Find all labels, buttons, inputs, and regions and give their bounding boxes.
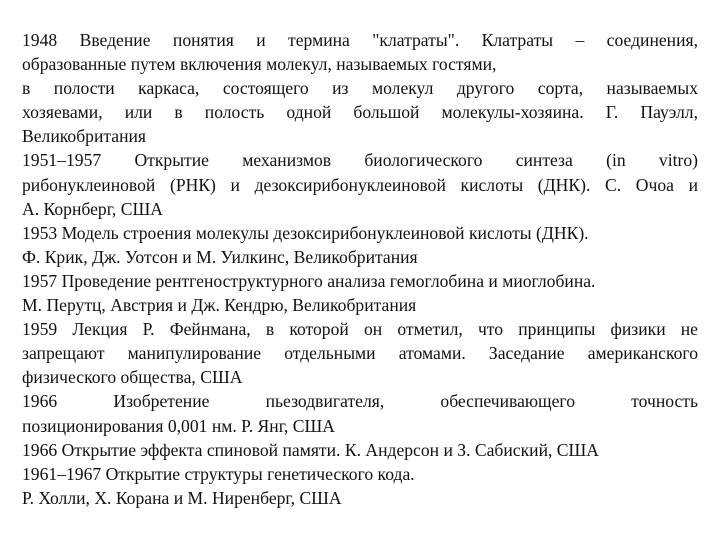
text-line-12: М. Перутц, Австрия и Дж. Кендрю, Великобритания <box>22 295 417 316</box>
text-line-9: 1953 Модель строения молекулы дезоксирибонуклеиновой кислоты (ДНК). <box>22 222 589 243</box>
document-text <box>22 28 698 510</box>
text-line-13: 1959 Лекция Р. Фейнмана, в которой он отметил, что принципы физики не <box>22 319 698 340</box>
text-line-20: Р. Холли, Х. Корана и М. Ниренберг, США <box>22 487 342 508</box>
text-line-11: 1957 Проведение рентгеноструктурного анализа гемоглобина и миоглобина. <box>22 270 596 291</box>
text-line-1: 1948 Введение понятия и термина "клатраты". Клатраты – соединения, <box>22 30 698 50</box>
text-line-14: запрещают манипулирование отдельными атомами. Заседание американского <box>22 343 698 364</box>
text-line-7: рибонуклеиновой (РНК) и дезоксирибонуклеиновой кислоты (ДНК). С. Очоа и <box>22 174 698 195</box>
text-line-19: 1961–1967 Открытие структуры генетического кода. <box>22 463 415 484</box>
text-line-6: 1951–1957 Открытие механизмов биологического синтеза (in vitro) <box>22 150 698 171</box>
text-line-4: хозяевами, или в полость одной большой молекулы-хозяина. Г. Пауэлл, <box>22 102 698 123</box>
text-line-3: в полости каркаса, состоящего из молекул другого сорта, называемых <box>22 78 698 99</box>
text-line-17: позиционирования 0,001 нм. Р. Янг, США <box>22 415 335 436</box>
text-line-10: Ф. Крик, Дж. Уотсон и М. Уилкинс, Великобритания <box>22 246 418 267</box>
text-line-2: образованные путем включения молекул, называемых гостями, <box>22 54 497 75</box>
text-line-15: физического общества, США <box>22 367 243 388</box>
text-line-16: 1966 Изобретение пьезодвигателя, обеспечивающего точность <box>22 391 698 412</box>
text-line-8: А. Корнберг, США <box>22 198 163 219</box>
text-line-5: Великобритания <box>22 126 146 147</box>
text-line-18: 1966 Открытие эффекта спиновой памяти. К. Андерсон и З. Сабиский, США <box>22 439 599 460</box>
